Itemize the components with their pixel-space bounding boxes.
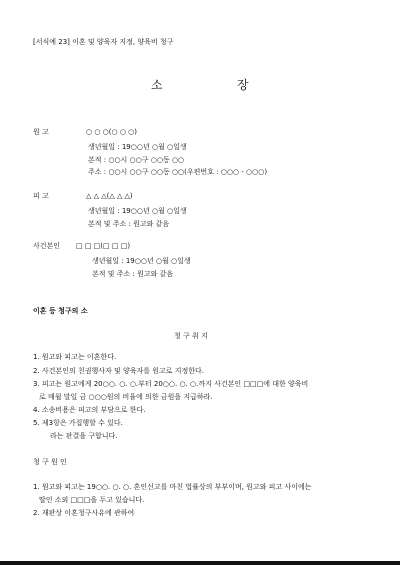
plaintiff-birth: 생년월일 : 19○○년 ○월 ○일생 [88, 143, 187, 151]
plaintiff-domicile: 본적 : ○○시 ○○구 ○○동 ○○ [88, 156, 185, 164]
defendant-birth: 생년월일 : 19○○년 ○월 ○일생 [88, 207, 187, 215]
defendant-domicile-address: 본적 및 주소 : 원고와 같음 [88, 220, 170, 228]
purpose-item-continued: 로 매월 말일 금 ○○○원의 비율에 의한 금원을 지급하라. [39, 393, 213, 401]
document-title-right: 장 [237, 78, 249, 92]
purpose-item: 3. 피고는 원고에게 20○○. ○. ○.부터 20○○. ○. ○.까지 사건본인 □□□에 대한 양육비 [33, 380, 309, 388]
cause-item: 1. 원고와 피고는 19○○. ○. ○. 혼인신고를 마친 법률상의 부부이며, 원고와 피고 사이에는 [33, 483, 312, 491]
cause-heading: 청 구 원 인 [33, 458, 67, 466]
principal-label: 사건본인 [33, 242, 61, 250]
form-label: [서식예 23] 이혼 및 양육자 지정, 양육비 청구 [33, 38, 174, 46]
plaintiff-address: 주소 : ○○시 ○○구 ○○동 ○○(우편번호 : ○○○ - ○○○) [88, 168, 268, 176]
principal-domicile-address: 본적 및 주소 : 원고와 같음 [92, 270, 174, 278]
defendant-label: 피 고 [33, 192, 49, 200]
purpose-closing: 라는 판결을 구합니다. [50, 432, 118, 440]
cause-item-continued: 딸인 소외 □□□을 두고 있습니다. [39, 496, 145, 504]
principal-birth: 생년월일 : 19○○년 ○월 ○일생 [92, 257, 191, 265]
purpose-item: 5. 제3항은 가집행할 수 있다. [33, 419, 123, 427]
purpose-item: 4. 소송비용은 피고의 부담으로 한다. [33, 406, 146, 414]
case-heading: 이혼 등 청구의 소 [33, 307, 88, 315]
defendant-name: △ △ △(△ △ △) [86, 192, 133, 200]
purpose-item: 2. 사건본인의 친권행사자 및 양육자를 원고로 지정한다. [33, 367, 205, 375]
page-bottom-rule [0, 561, 400, 565]
plaintiff-name: ○ ○ ○(○ ○ ○) [86, 128, 138, 136]
principal-name: □ □ □(□ □ □) [76, 242, 131, 250]
plaintiff-label: 원 고 [33, 128, 49, 136]
purpose-item: 1. 원고와 피고는 이혼한다. [33, 353, 117, 361]
cause-item: 2. 재판상 이혼청구사유에 관하여 [33, 509, 135, 517]
document-title-left: 소 [151, 78, 163, 92]
purpose-heading: 청 구 취 지 [174, 332, 208, 340]
